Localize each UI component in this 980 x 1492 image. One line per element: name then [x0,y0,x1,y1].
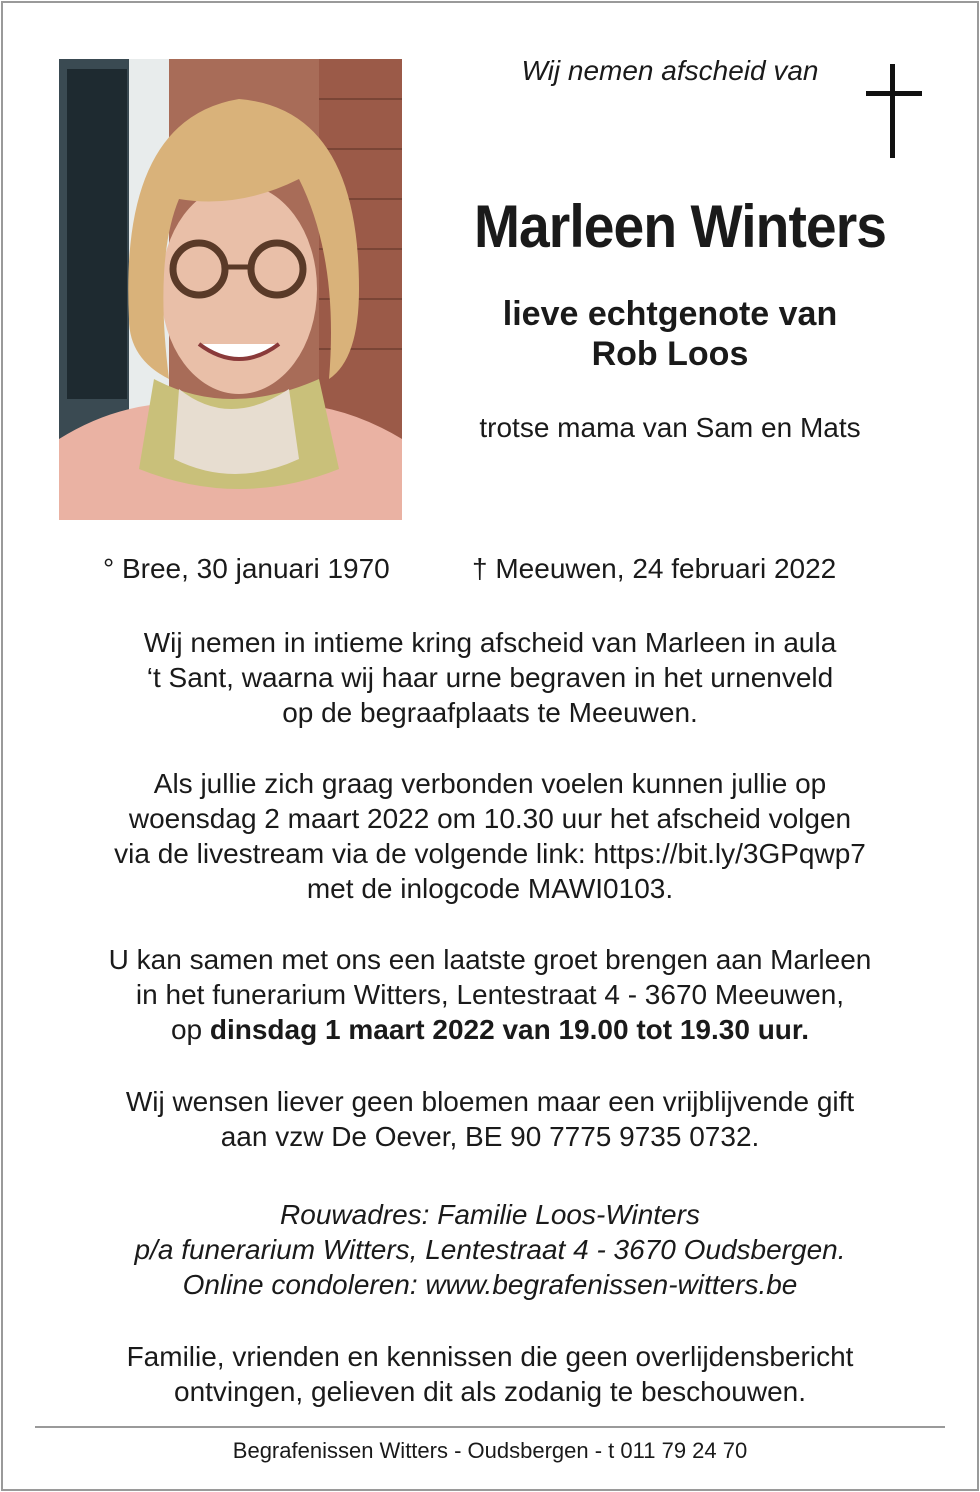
portrait-image [59,59,402,520]
intro-text: Wij nemen afscheid van [521,55,819,86]
livestream-paragraph [40,766,940,906]
footer-text: Begrafenissen Witters - Oudsbergen - t 011 79 24 70 [232,1438,748,1463]
deceased-name: Marleen Winters [473,193,887,260]
ceremony-line-1: Wij nemen in intieme kring afscheid van Marleen in aula [143,627,837,658]
visitation-time: dinsdag 1 maart 2022 van 19.00 tot 19.30 uur. [209,1014,810,1045]
visitation-line-3 [40,1012,940,1047]
spouse-line-1: lieve echtgenote van [502,295,838,333]
closing-line-2: ontvingen, gelieven dit als zodanig te beschouwen. [174,1376,806,1407]
visitation-line-2: in het funerarium Witters, Lentestraat 4 - 3670 Meeuwen, [135,979,845,1010]
visitation-line-1: U kan samen met ons een laatste groet brengen aan Marleen [108,944,872,975]
spouse-line-2: Rob Loos [591,335,749,373]
ceremony-line-3: op de begraafplaats te Meeuwen. [282,697,698,728]
cross-icon [866,64,922,158]
livestream-line-4: met de inlogcode MAWI0103. [306,873,674,904]
visitation-paragraph [40,942,940,1047]
livestream-line-3: via de livestream via de volgende link: https://bit.ly/3GPqwp7 [114,838,866,869]
address-line-2: p/a funerarium Witters, Lentestraat 4 - 3670 Oudsbergen. [134,1234,846,1265]
visitation-prefix: op [170,1014,210,1045]
birth-date: ° Bree, 30 januari 1970 [103,553,390,584]
closing-line-1: Familie, vrienden en kennissen die geen overlijdensbericht [126,1341,854,1372]
livestream-line-1: Als jullie zich graag verbonden voelen kunnen jullie op [153,768,827,799]
children-text: trotse mama van Sam en Mats [479,412,861,443]
closing-paragraph [40,1339,940,1409]
address-line-1: Rouwadres: Familie Loos-Winters [280,1199,700,1230]
donation-line-2: aan vzw De Oever, BE 90 7775 9735 0732. [220,1121,760,1152]
donation-line-1: Wij wensen liever geen bloemen maar een vrijblijvende gift [125,1086,855,1117]
spouse-block [430,294,910,374]
livestream-line-2: woensdag 2 maart 2022 om 10.30 uur het afscheid volgen [128,803,852,834]
address-paragraph [40,1197,940,1302]
condolence-link: Online condoleren: www.begrafenissen-witters.be [182,1269,798,1300]
death-date: † Meeuwen, 24 februari 2022 [472,553,837,584]
ceremony-paragraph [40,625,940,730]
portrait-photo [59,59,402,520]
ceremony-line-2: ‘t Sant, waarna wij haar urne begraven in het urnenveld [146,662,834,693]
donation-paragraph [40,1084,940,1154]
footer-divider [35,1426,945,1428]
